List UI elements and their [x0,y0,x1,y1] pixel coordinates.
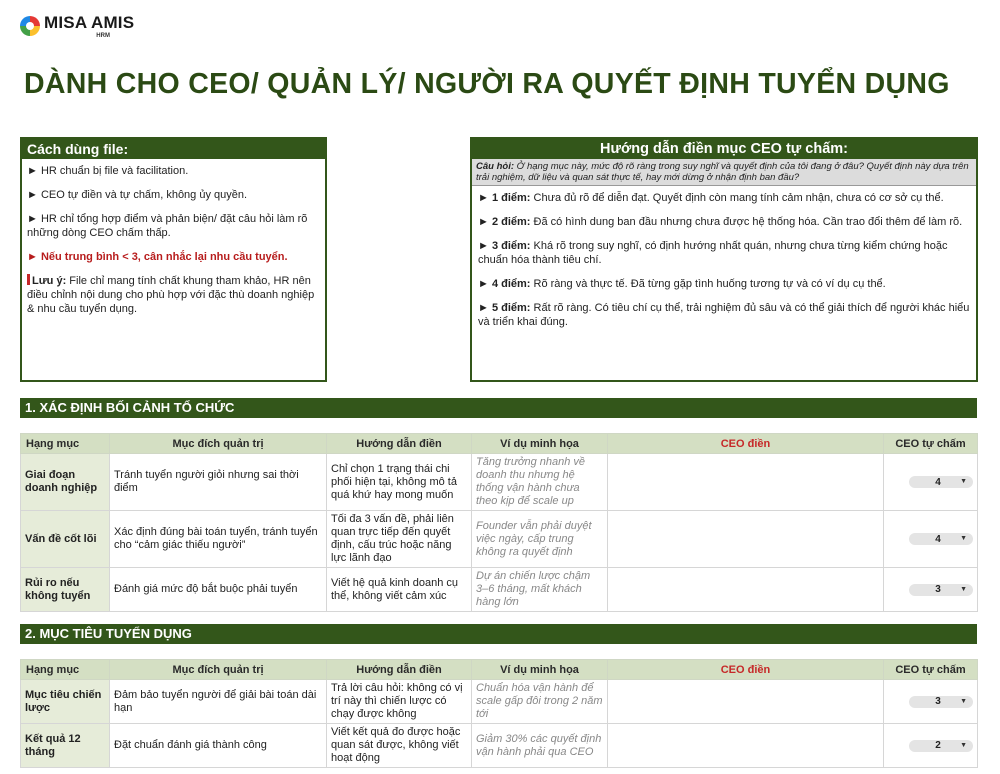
row-purpose: Đảm bảo tuyển người để giải bài toán dài hạn [110,680,327,724]
table-row [21,724,978,768]
usage-box [20,137,327,382]
chevron-down-icon: ▼ [960,741,967,749]
table-row [21,511,978,568]
level-text: Đã có hình dung ban đầu nhưng chưa được hệ thống hóa. Cần trao đổi thêm để làm rõ. [530,216,963,228]
table-row [21,568,978,612]
ceo-fill-cell[interactable] [608,568,884,612]
chevron-down-icon: ▼ [960,535,967,542]
section-header: 1. XÁC ĐỊNH BỐI CẢNH TỔ CHỨC [20,398,977,418]
row-guide: Trả lời câu hỏi: không có vị trí này thì chiến lược có chạy được không [327,680,472,724]
section-header: 2. MỤC TIÊU TUYỂN DỤNG [20,624,977,644]
guide-question [472,159,976,186]
note-text: File chỉ mang tính chất khung tham khảo, HR nên điều chỉnh nội dung cho phù hợp với đặc thù doanh nghiệp & nhu cầu tuyển dụng. [27,275,315,315]
row-category: Mục tiêu chiến lược [21,680,110,724]
usage-note [27,274,320,316]
col-header-purpose: Mục đích quản trị [110,660,327,680]
row-category: Rủi ro nếu không tuyển [21,568,110,612]
note-label: Lưu ý: [32,275,67,287]
section-table [20,433,978,612]
row-example: Chuẩn hóa vận hành để scale gấp đôi trong 2 năm tới [472,680,608,724]
guide-level [478,239,970,267]
col-header-example: Ví dụ minh họa [472,660,608,680]
usage-item: ► HR chuẩn bị file và facilitation. [27,165,189,177]
guide-level [478,191,970,205]
brand-logo-icon [20,16,40,36]
level-text: Rõ ràng và thực tế. Đã từng gặp tình huống tương tự và có ví dụ cụ thể. [530,278,886,290]
level-text: Chưa đủ rõ để diễn đạt. Quyết định còn mang tính cảm nhận, chưa có cơ sở cụ thể. [530,192,944,204]
ceo-fill-cell[interactable] [608,680,884,724]
row-guide: Tối đa 3 vấn đề, phải liên quan trực tiếp đến quyết định, cấu trúc hoặc năng lực lãnh đạo [327,511,472,568]
score-dropdown[interactable] [909,533,973,545]
ceo-fill-cell[interactable] [608,724,884,768]
question-label: Câu hỏi: [476,161,514,172]
brand-sub: HRM [96,33,110,39]
page-title: DÀNH CHO CEO/ QUẢN LÝ/ NGƯỜI RA QUYẾT ĐỊNH TUYỂN DỤNG [24,68,950,100]
score-dropdown[interactable] [909,740,973,752]
row-example: Founder vẫn phải duyệt việc ngày, cấp trung không ra quyết định [472,511,608,568]
col-header-ceo-fill: CEO điền [608,660,884,680]
row-example: Dự án chiến lược chậm 3–6 tháng, mất khách hàng lớn [472,568,608,612]
col-header-category: Hạng mục [21,660,110,680]
col-header-guide: Hướng dẫn điền [327,434,472,454]
level-text: Khá rõ trong suy nghĩ, có định hướng nhất quán, nhưng chưa từng kiểm chứng hoặc chuẩn hóa thành tiêu chí. [478,240,948,266]
chevron-down-icon: ▼ [960,585,967,593]
row-category: Giai đoạn doanh nghiệp [21,454,110,511]
row-purpose: Tránh tuyển người giỏi nhưng sai thời điểm [110,454,327,511]
score-dropdown[interactable] [909,696,973,708]
row-purpose: Xác định đúng bài toán tuyển, tránh tuyển cho “cảm giác thiếu người” [110,511,327,568]
level-label: ► 1 điểm: [478,192,531,204]
row-purpose: Đánh giá mức độ bắt buộc phải tuyển [110,568,327,612]
chevron-down-icon: ▼ [960,478,967,485]
row-purpose: Đặt chuẩn đánh giá thành công [110,724,327,768]
level-label: ► 4 điểm: [478,278,531,290]
guide-level [478,215,970,229]
score-value: 3 [935,696,941,707]
row-example: Tăng trưởng nhanh về doanh thu nhưng hệ thống vận hành chưa theo kịp để scale up [472,454,608,511]
usage-item: ► HR chỉ tổng hợp điểm và phản biện/ đặt câu hỏi làm rõ những dòng CEO chấm thấp. [27,213,308,239]
row-guide: Viết hệ quả kinh doanh cụ thể, không viết cảm xúc [327,568,472,612]
row-guide: Viết kết quả đo được hoặc quan sát được, không viết hoạt động [327,724,472,768]
col-header-ceo-score: CEO tự chấm [884,660,978,680]
level-label: ► 2 điểm: [478,216,531,228]
guide-level [478,301,970,329]
col-header-purpose: Mục đích quản trị [110,434,327,454]
table-row [21,680,978,724]
col-header-category: Hạng mục [21,434,110,454]
note-marker-icon [27,274,30,285]
score-value: 4 [935,476,941,488]
row-category: Vấn đề cốt lõi [21,511,110,568]
guide-title: Hướng dẫn điền mục CEO tự chấm: [472,139,976,159]
level-label: ► 5 điểm: [478,302,531,314]
score-value: 4 [935,533,941,545]
score-dropdown[interactable] [909,584,973,596]
guide-level [478,277,970,291]
usage-title: Cách dùng file: [22,139,325,159]
col-header-ceo-score: CEO tự chấm [884,434,978,454]
usage-item: ► CEO tự điền và tự chấm, không ủy quyền. [27,189,248,201]
usage-warning: ► Nếu trung bình < 3, cân nhắc lại nhu cầu tuyển. [27,251,288,263]
col-header-ceo-fill: CEO điền [608,434,884,454]
brand-name: MISA AMIS [44,13,135,32]
score-dropdown[interactable] [909,476,973,488]
row-category: Kết quả 12 tháng [21,724,110,768]
brand-logo [20,13,134,43]
col-header-example: Ví dụ minh họa [472,434,608,454]
table-row [21,454,978,511]
ceo-fill-cell[interactable] [608,454,884,511]
level-label: ► 3 điểm: [478,240,531,252]
score-value: 2 [935,740,941,751]
row-example: Giảm 30% các quyết định vận hành phải qua CEO [472,724,608,768]
row-guide: Chỉ chọn 1 trạng thái chi phối hiện tại, không mô tả quá khứ hay mong muốn [327,454,472,511]
col-header-guide: Hướng dẫn điền [327,660,472,680]
chevron-down-icon: ▼ [960,697,967,705]
guide-box [470,137,978,382]
level-text: Rất rõ ràng. Có tiêu chí cụ thể, trải nghiệm đủ sâu và có thể giải thích để người khác hiểu và triển khai đúng. [478,302,970,328]
section-table [20,659,978,768]
score-value: 3 [935,584,941,595]
ceo-fill-cell[interactable] [608,511,884,568]
question-text: Ở hạng mục này, mức độ rõ ràng trong suy nghĩ và quyết định của tôi đang ở đâu? Quyết định này dựa trên trải nghiệm, dữ liệu và quan sát thực tế, hay mới dừng ở nhận định ban đầu? [476,161,969,183]
